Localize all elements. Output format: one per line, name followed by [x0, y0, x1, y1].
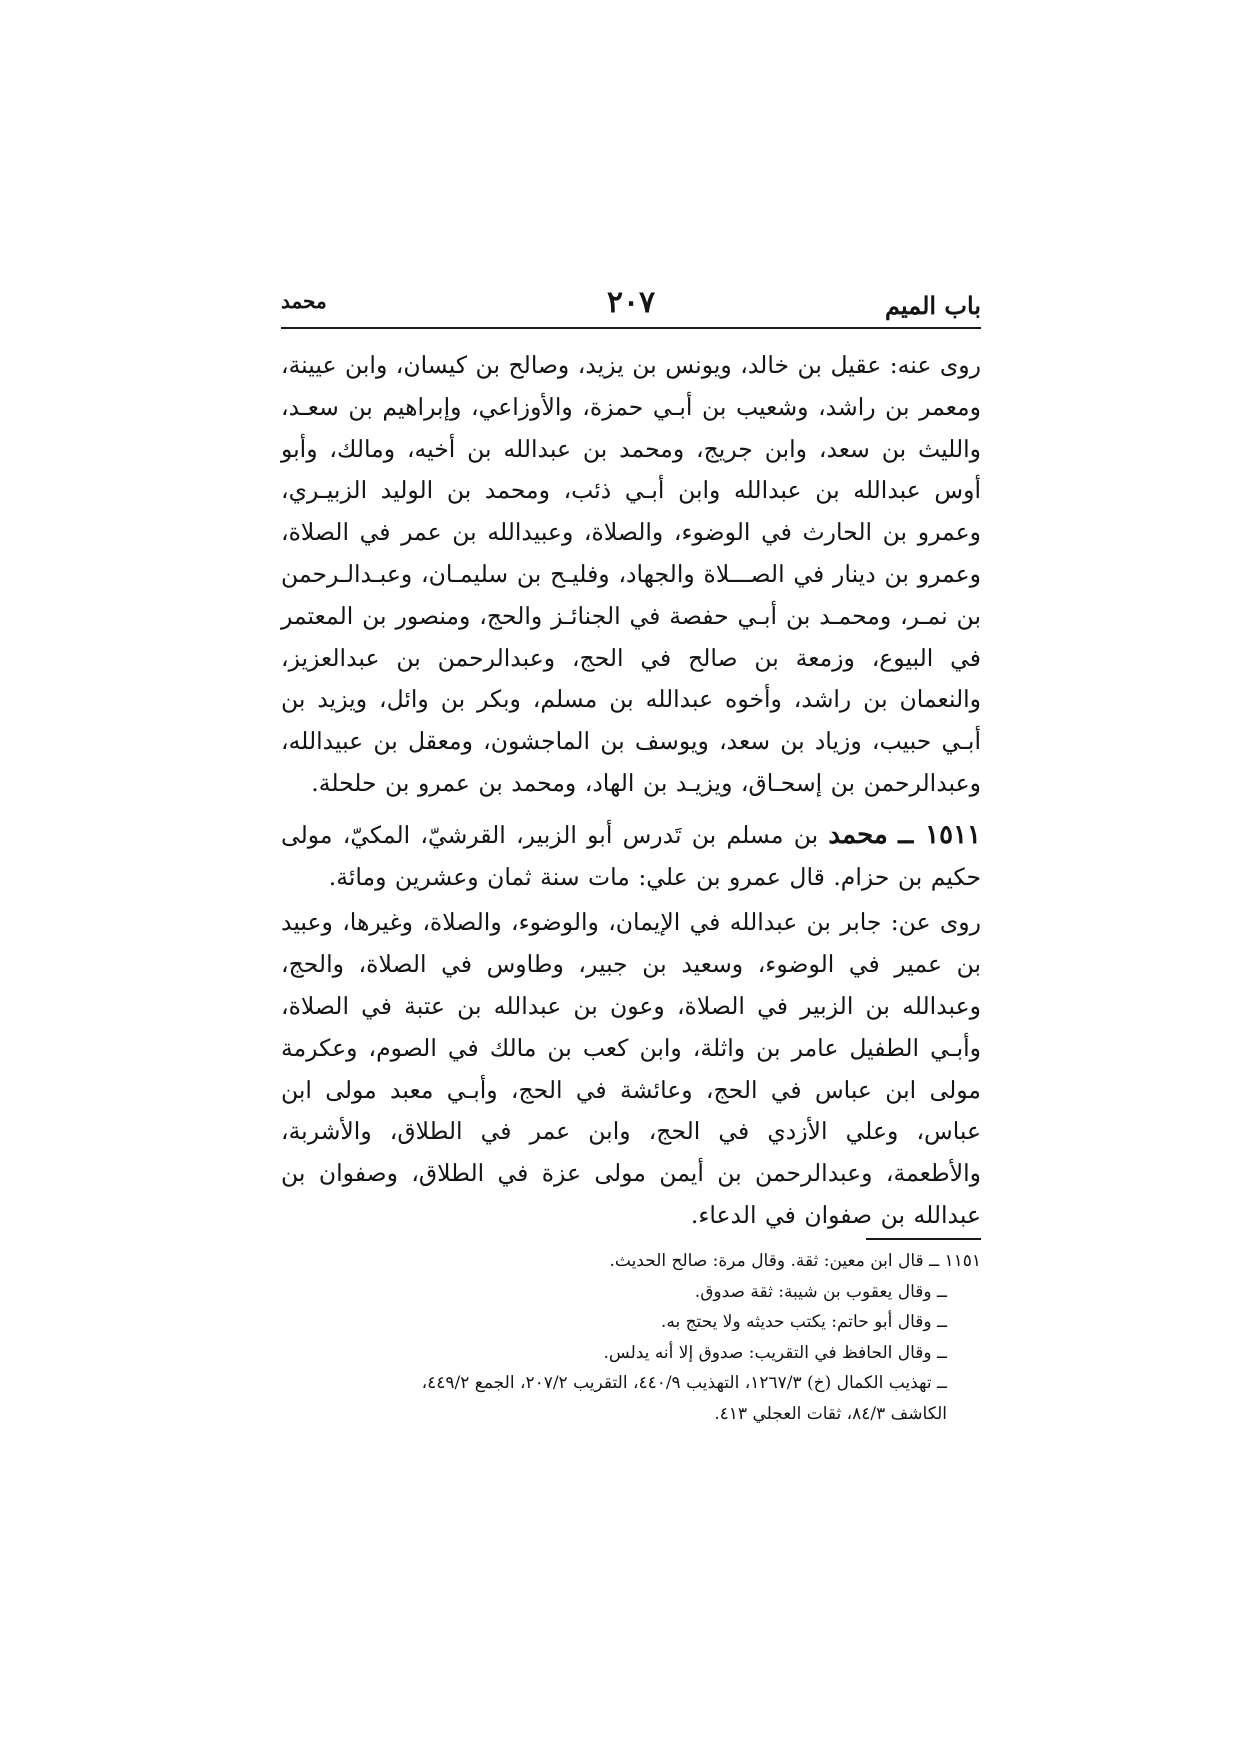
- narrators-from-him-paragraph: روى عنه: عقيل بن خالد، ويونس بن يزيد، وصالح بن كيسان، وابن عيينة، ومعمر بن راشد، وشعيب بن أبـي حمزة، والأوزاعي، وإبراهيم بن سعـد، والليث بن سعد، وابن جريج، ومحمد بن عبدالله بن أخيه، ومالك، وأبو أوس عبدالله بن عبدالله وابن أبـي ذئب، ومحمد بن الوليد الزبيـري، وعمرو بن الحارث في الوضوء، والصلاة، وعبيدالله بن عمر في الصلاة، وعمرو بن دينار في الصـــلاة والجهاد، وفليـح بن سليمـان، وعبـدالـرحمن بن نمـر، ومحمـد بن أبـي حفصة في الجنائـز والحج، ومنصور بن المعتمر في البيوع، وزمعة بن صالح في الحج، وعبدالرحمن بن عبدالعزيز، والنعمان بن راشد، وأخوه عبدالله بن مسلم، وبكر بن وائل، ويزيد بن أبـي حبيب، وزياد بن سعد، ويوسف بن الماجشون، ومعقل بن عبيدالله، وعبدالرحمن بن إسحـاق، ويزيـد بن الهاد، ومحمد بن عمرو بن حلحلة.: [281, 351, 981, 797]
- section-title: باب الميم: [884, 291, 981, 320]
- entry-name: محمد: [828, 819, 888, 850]
- footnote-divider: [866, 1238, 981, 1240]
- running-header-word: محمد: [281, 289, 327, 313]
- footnotes: [281, 1246, 981, 1429]
- narrated-from-paragraph: روى عن: جابر بن عبدالله في الإيمان، والوضوء، والصلاة، وغيرها، وعبيد بن عمير في الوضوء، وسعيد بن جبير، وطاوس في الصلاة، والحج، وعبدالله بن الزبير في الصلاة، وعون بن عبدالله بن عتبة في الصلاة، وأبـي الطفيل عامر بن واثلة، وابن كعب بن مالك في الصوم، وعكرمة مولى ابن عباس في الحج، وعائشة في الحج، وأبـي معبد مولى ابن عباس، وعلي الأزدي في الحج، وابن عمر في الطلاق، والأشربة، والأطعمة، وعبدالرحمن بن أيمن مولى عزة في الطلاق، وصفوان بن عبدالله بن صفوان في الدعاء.: [281, 908, 981, 1229]
- entry-heading-paragraph: [281, 815, 981, 899]
- entry-text: بن مسلم بن تَدرس أبو الزبير، القرشيّ، المكيّ، مولى حكيم بن حزام. قال عمرو بن علي: مات سنة ثمان وعشرين ومائة.: [281, 820, 981, 891]
- footnote-line: ــ وقال أبو حاتم: يكتب حديثه ولا يحتج به.: [660, 1312, 947, 1332]
- footnote-line: ــ تهذيب الكمال (خ) ١٢٦٧/٣، التهذيب ٤٤٠/٩، التقريب ٢٠٧/٢، الجمع ٤٤٩/٢،: [421, 1373, 947, 1393]
- footnote-line: ١١٥١ ــ قال ابن معين: ثقة. وقال مرة: صالح الحديث.: [609, 1251, 981, 1271]
- footnote-line: الكاشف ٨٤/٣، ثقات العجلي ٤١٣.: [714, 1403, 947, 1424]
- footnote-line: ــ وقال الحافظ في التقريب: صدوق إلا أنه يدلس.: [603, 1342, 947, 1363]
- footnote-line: ــ وقال يعقوب بن شيبة: ثقة صدوق.: [694, 1281, 947, 1302]
- header-divider: [281, 327, 981, 329]
- entry-number: ١٥١١ ــ: [898, 819, 981, 850]
- page-header: [281, 285, 981, 325]
- page-number: ٢٠٧: [606, 285, 656, 320]
- main-text: [281, 345, 981, 1247]
